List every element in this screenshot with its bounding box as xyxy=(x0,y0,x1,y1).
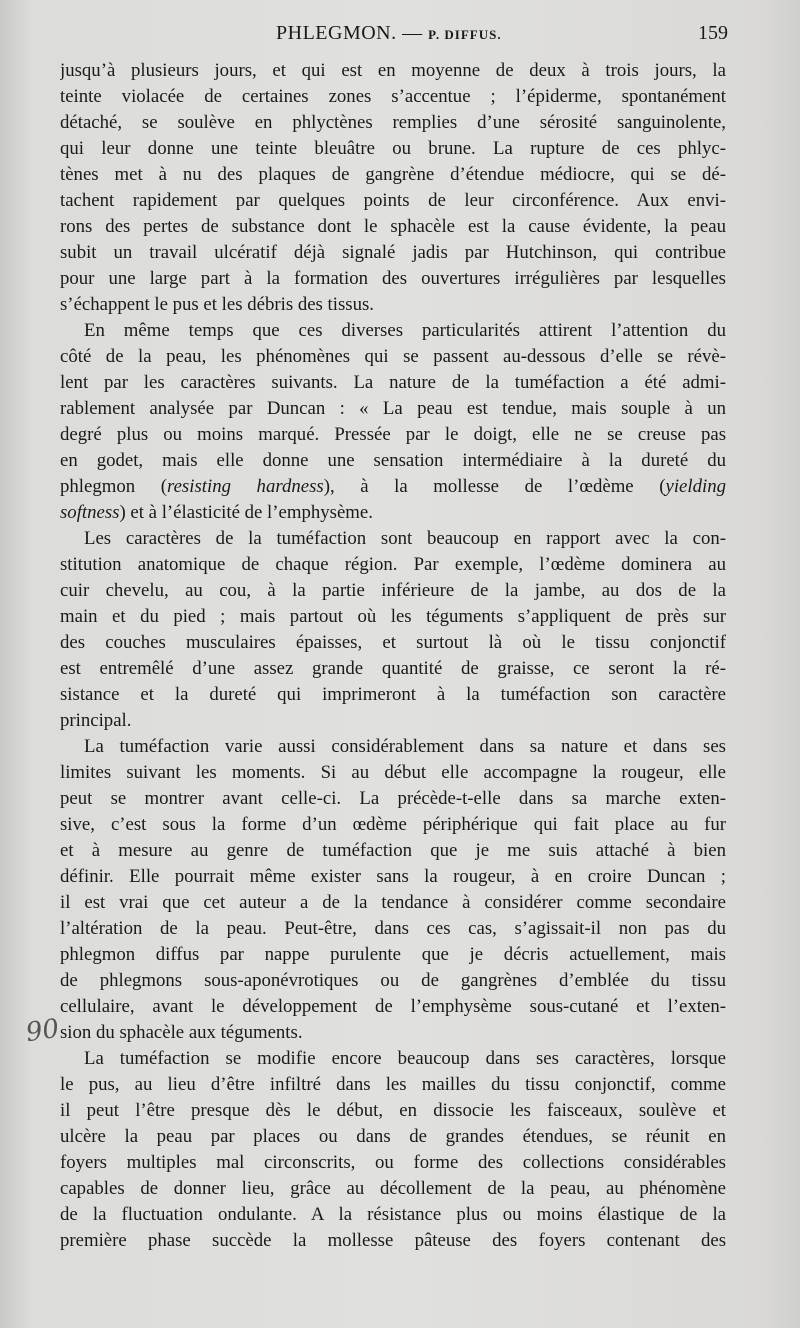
text-line xyxy=(60,604,726,630)
text-span: La tuméfaction varie aussi considérablement dans sa nature et dans ses xyxy=(84,736,726,757)
text-span: degré plus ou moins marqué. Pressée par le doigt, elle ne se creuse pas xyxy=(60,424,726,445)
text-line xyxy=(60,630,726,656)
text-line xyxy=(60,1202,726,1228)
text-line xyxy=(60,994,726,1020)
text-span: lent par les caractères suivants. La nature de la tuméfaction a été admi- xyxy=(60,372,726,393)
page-header xyxy=(60,22,728,50)
text-line xyxy=(60,526,726,552)
text-line xyxy=(60,396,726,422)
text-span: En même temps que ces diverses particularités attirent l’attention du xyxy=(84,320,726,341)
text-line xyxy=(60,448,726,474)
text-span: est entremêlé d’une assez grande quantité de graisse, ce seront la ré- xyxy=(60,658,726,679)
text-span: tachent rapidement par quelques points de leur circonférence. Aux envi- xyxy=(60,190,726,211)
text-line xyxy=(60,942,726,968)
text-span: capables de donner lieu, grâce au décollement de la peau, au phénomène xyxy=(60,1178,726,1199)
text-line xyxy=(60,318,726,344)
text-span: qui leur donne une teinte bleuâtre ou brune. La rupture de ces phlyc- xyxy=(60,138,726,159)
handwritten-margin-note: 90 xyxy=(24,1013,62,1049)
text-line xyxy=(60,110,726,136)
text-span: il est vrai que cet auteur a de la tendance à considérer comme secondaire xyxy=(60,892,726,913)
text-span: peut se montrer avant celle-ci. La précède-t-elle dans sa marche exten- xyxy=(60,788,726,809)
text-line xyxy=(60,1150,726,1176)
text-span: détaché, se soulève en phlyctènes remplies d’une sérosité sanguinolente, xyxy=(60,112,726,133)
text-span: principal. xyxy=(60,710,132,731)
text-line xyxy=(60,136,726,162)
text-line xyxy=(60,188,726,214)
running-title-sub: P. DIFFUS. xyxy=(428,27,502,42)
body-text xyxy=(60,58,726,1254)
text-span: première phase succède la mollesse pâteuse des foyers contenant des xyxy=(60,1230,726,1251)
text-span: sive, c’est sous la forme d’un œdème périphérique qui fait place au fur xyxy=(60,814,726,835)
text-span: foyers multiples mal circonscrits, ou forme des collections considérables xyxy=(60,1152,726,1173)
text-span: rablement analysée par Duncan : « La peau est tendue, mais souple à un xyxy=(60,398,726,419)
text-span: il peut l’être presque dès le début, en dissocie les faisceaux, soulève et xyxy=(60,1100,726,1121)
text-line xyxy=(60,84,726,110)
text-span: cellulaire, avant le développement de l’emphysème sous-cutané et l’exten- xyxy=(60,996,726,1017)
text-line xyxy=(60,240,726,266)
text-line xyxy=(60,864,726,890)
text-line xyxy=(60,812,726,838)
text-line xyxy=(60,1046,726,1072)
text-span: phlegmon diffus par nappe purulente que je décris actuellement, mais xyxy=(60,944,726,965)
text-span: sion du sphacèle aux téguments. xyxy=(60,1022,303,1043)
text-span: ) et à l’élasticité de l’emphysème. xyxy=(119,502,373,523)
text-line xyxy=(60,1176,726,1202)
text-span: phlegmon ( xyxy=(60,476,167,497)
text-line xyxy=(60,1020,726,1046)
text-line xyxy=(60,786,726,812)
text-line xyxy=(60,422,726,448)
text-line xyxy=(60,266,726,292)
text-line xyxy=(60,1098,726,1124)
italic-span: softness xyxy=(60,502,120,523)
text-span: le pus, au lieu d’être infiltré dans les mailles du tissu conjonctif, comme xyxy=(60,1074,726,1095)
text-line xyxy=(60,214,726,240)
text-span: des couches musculaires épaisses, et surtout là où le tissu conjonctif xyxy=(60,632,726,653)
text-line xyxy=(60,292,726,318)
text-span: sistance et la dureté qui imprimeront à la tuméfaction son caractère xyxy=(60,684,726,705)
text-line xyxy=(60,474,726,500)
text-span: de la fluctuation ondulante. A la résistance plus ou moins élastique de la xyxy=(60,1204,726,1225)
text-line xyxy=(60,682,726,708)
text-line xyxy=(60,708,726,734)
italic-span: yielding xyxy=(665,476,726,497)
text-line xyxy=(60,838,726,864)
text-span: jusqu’à plusieurs jours, et qui est en moyenne de deux à trois jours, la xyxy=(60,60,726,81)
text-span: définir. Elle pourrait même exister sans la rougeur, à en croire Duncan ; xyxy=(60,866,726,887)
text-line xyxy=(60,1124,726,1150)
text-span: main et du pied ; mais partout où les téguments s’appliquent de près sur xyxy=(60,606,726,627)
text-span: s’échappent le pus et les débris des tissus. xyxy=(60,294,374,315)
text-span: cuir chevelu, au cou, à la partie inférieure de la jambe, au dos de la xyxy=(60,580,726,601)
text-line xyxy=(60,162,726,188)
text-line xyxy=(60,916,726,942)
text-line xyxy=(60,552,726,578)
text-span: l’altération de la peau. Peut-être, dans ces cas, s’agissait-il non pas du xyxy=(60,918,726,939)
text-span: en godet, mais elle donne une sensation intermédiaire à la dureté du xyxy=(60,450,726,471)
text-span: stitution anatomique de chaque région. Par exemple, l’œdème dominera au xyxy=(60,554,726,575)
text-span: rons des pertes de substance dont le sphacèle est la cause évidente, la peau xyxy=(60,216,726,237)
text-span: Les caractères de la tuméfaction sont beaucoup en rapport avec la con- xyxy=(84,528,726,549)
text-span: côté de la peau, les phénomènes qui se passent au-dessous d’elle se révè- xyxy=(60,346,726,367)
text-line xyxy=(60,370,726,396)
text-span: et à mesure au genre de tuméfaction que je me suis attaché à bien xyxy=(60,840,726,861)
running-title-main: PHLEGMON. — xyxy=(276,22,423,44)
text-span: limites suivant les moments. Si au début elle accompagne la rougeur, elle xyxy=(60,762,726,783)
text-span: subit un travail ulcératif déjà signalé jadis par Hutchinson, qui contribue xyxy=(60,242,726,263)
text-line xyxy=(60,890,726,916)
running-title xyxy=(276,22,502,45)
italic-span: resisting hardness xyxy=(166,476,324,497)
text-line xyxy=(60,656,726,682)
text-span: tènes met à nu des plaques de gangrène d’étendue médiocre, qui se dé- xyxy=(60,164,726,185)
text-span: ), à la mollesse de l’œdème ( xyxy=(323,476,666,497)
text-line xyxy=(60,968,726,994)
text-line xyxy=(60,578,726,604)
text-span: de phlegmons sous-aponévrotiques ou de gangrènes d’emblée du tissu xyxy=(60,970,726,991)
text-line xyxy=(60,1228,726,1254)
text-line xyxy=(60,760,726,786)
text-span: teinte violacée de certaines zones s’accentue ; l’épiderme, spontanément xyxy=(60,86,726,107)
text-line xyxy=(60,58,726,84)
text-line xyxy=(60,1072,726,1098)
text-line xyxy=(60,344,726,370)
text-line xyxy=(60,734,726,760)
text-span: ulcère la peau par places ou dans de grandes étendues, se réunit en xyxy=(60,1126,726,1147)
text-line xyxy=(60,500,726,526)
text-span: pour une large part à la formation des ouvertures irrégulières par lesquelles xyxy=(60,268,726,289)
text-span: La tuméfaction se modifie encore beaucoup dans ses caractères, lorsque xyxy=(84,1048,726,1069)
page-number: 159 xyxy=(698,22,728,44)
